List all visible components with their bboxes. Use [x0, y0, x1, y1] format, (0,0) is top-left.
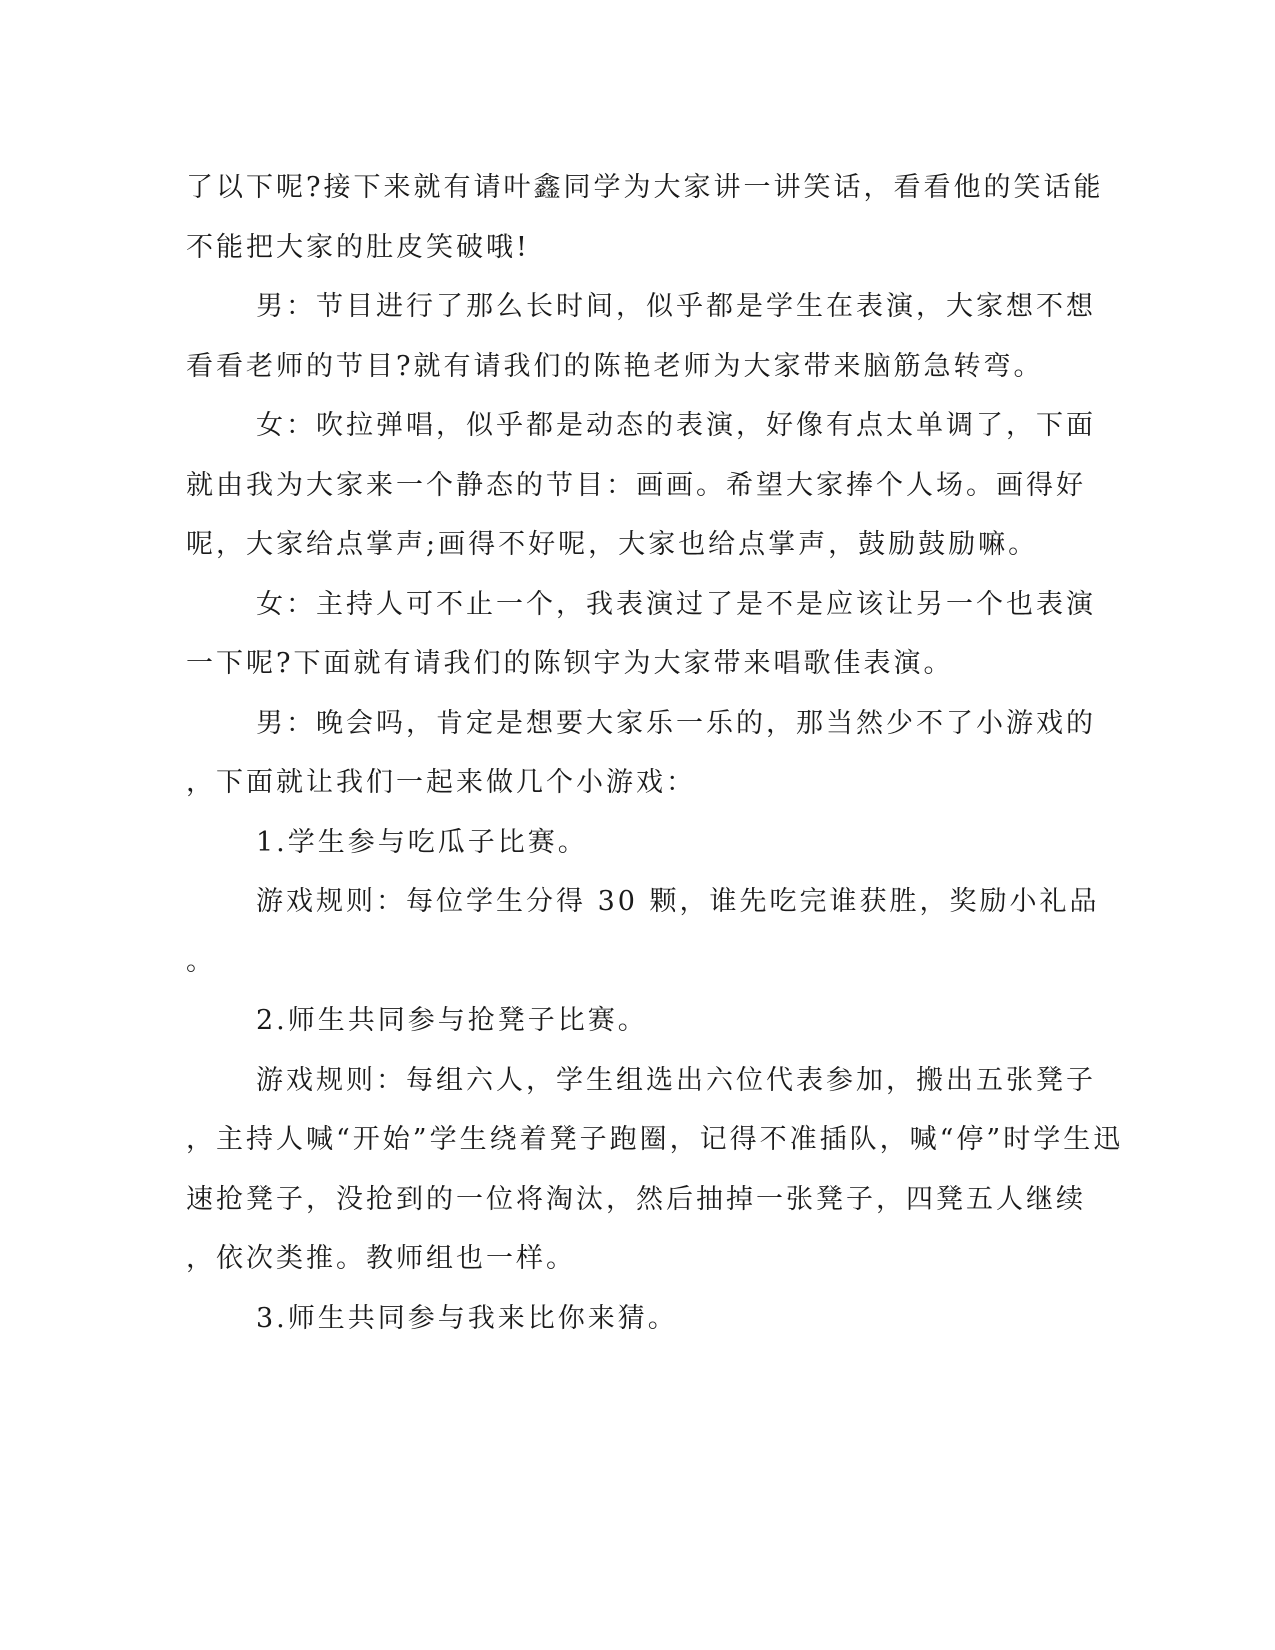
document-body	[186, 158, 1124, 1348]
text-line: ，依次类推。教师组也一样。	[186, 1243, 576, 1274]
text-line: ，下面就让我们一起来做几个小游戏：	[186, 767, 696, 798]
text-line: 速抢凳子，没抢到的一位将淘汰，然后抽掉一张凳子，四凳五人继续	[186, 1183, 1086, 1215]
paragraph-start-line: 女：主持人可不止一个，我表演过了是不是应该让另一个也表演	[256, 588, 1096, 620]
paragraph-start-line: 女：吹拉弹唱，似乎都是动态的表演，好像有点太单调了，下面	[256, 410, 1096, 441]
text-line: 看看老师的节目?就有请我们的陈艳老师为大家带来脑筋急转弯。	[186, 350, 1044, 382]
text-line: ，主持人喊“开始”学生绕着凳子跑圈，记得不准插队，喊“停”时学生迅	[186, 1124, 1124, 1155]
text-line: 就由我为大家来一个静态的节目：画画。希望大家捧个人场。画得好	[186, 469, 1086, 501]
paragraph-start-line: 男：节目进行了那么长时间，似乎都是学生在表演，大家想不想	[256, 291, 1096, 322]
paragraph-start-line: 游戏规则：每组六人，学生组选出六位代表参加，搬出五张凳子	[256, 1064, 1096, 1096]
text-line: 了以下呢?接下来就有请叶鑫同学为大家讲一讲笑话，看看他的笑话能	[186, 172, 1104, 203]
paragraph-start-line: 男：晚会吗，肯定是想要大家乐一乐的，那当然少不了小游戏的	[256, 707, 1096, 739]
text-line: 一下呢?下面就有请我们的陈钡宇为大家带来唱歌佳表演。	[186, 648, 954, 679]
list-item-line: 1.学生参与吃瓜子比赛。	[256, 826, 588, 858]
list-item-line: 3.师生共同参与我来比你来猜。	[256, 1302, 678, 1334]
paragraph-start-line: 游戏规则：每位学生分得 30 颗，谁先吃完谁获胜，奖励小礼品	[256, 886, 1100, 917]
list-item-line: 2.师生共同参与抢凳子比赛。	[256, 1005, 648, 1036]
text-line: 。	[186, 945, 216, 977]
text-line: 不能把大家的肚皮笑破哦!	[186, 231, 530, 263]
text-line: 呢，大家给点掌声;画得不好呢，大家也给点掌声，鼓励鼓励嘛。	[186, 529, 1039, 560]
